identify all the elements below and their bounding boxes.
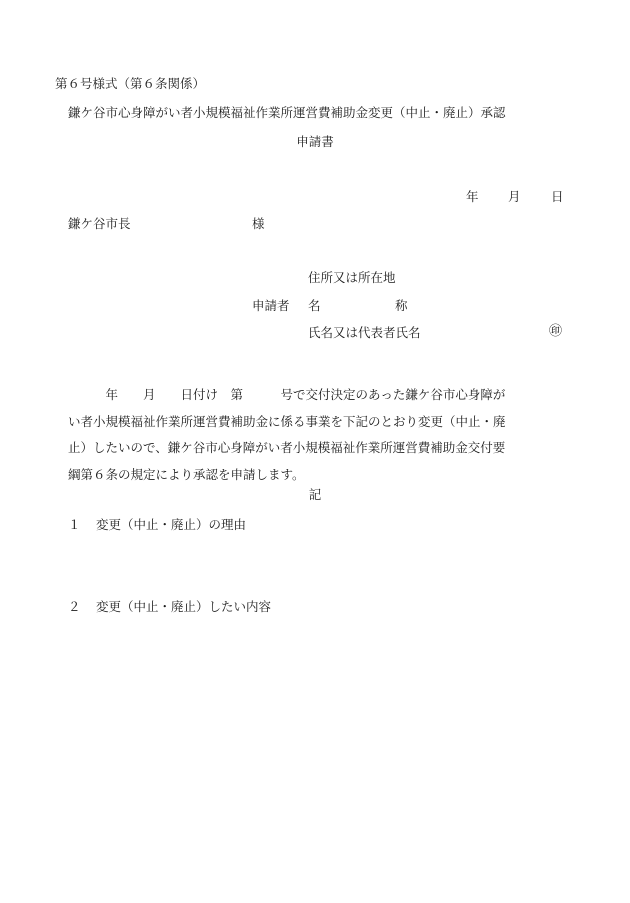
body-line: い者小規模福祉作業所運営費補助金に係る事業を下記のとおり変更（中止・廃 [68,413,506,429]
body-line: 綱第６条の規定により承認を申請します。 [68,467,305,483]
name-label-part2: 称 [395,298,408,313]
list-item [68,519,246,532]
date-month-label: 月 [508,189,521,204]
document-title-continued: 申請書 [296,134,334,149]
body-line: 止）したいので、鎌ケ谷市心身障がい者小規模福祉作業所運営費補助金交付要 [68,440,506,456]
date-day-label: 日 [551,189,564,204]
applicant-label: 申請者 [252,298,290,313]
document-title: 鎌ケ谷市心身障がい者小規模福祉作業所運営費補助金変更（中止・廃止）承認 [68,105,506,120]
seal-mark: ㊞ [549,324,563,339]
list-item-number: ２ [68,599,81,614]
list-item-text: 変更（中止・廃止）の理由 [96,517,247,532]
addressee-honorific: 様 [252,216,265,231]
representative-label: 氏名又は代表者氏名 [308,325,421,340]
ki-heading: 記 [308,487,322,502]
name-label-part1: 名 [308,298,321,313]
body-paragraph [68,382,568,489]
list-item-text: 変更（中止・廃止）したい内容 [96,599,272,614]
list-item [68,601,271,614]
date-year-label: 年 [466,189,479,204]
addressee-name: 鎌ケ谷市長 [68,216,131,231]
list-item-number: １ [68,517,81,532]
address-label: 住所又は所在地 [308,270,396,285]
form-number: 第６号様式（第６条関係） [55,76,206,91]
body-line: 年 月 日付け 第 号で交付決定のあった鎌ケ谷市心身障が [68,387,506,402]
